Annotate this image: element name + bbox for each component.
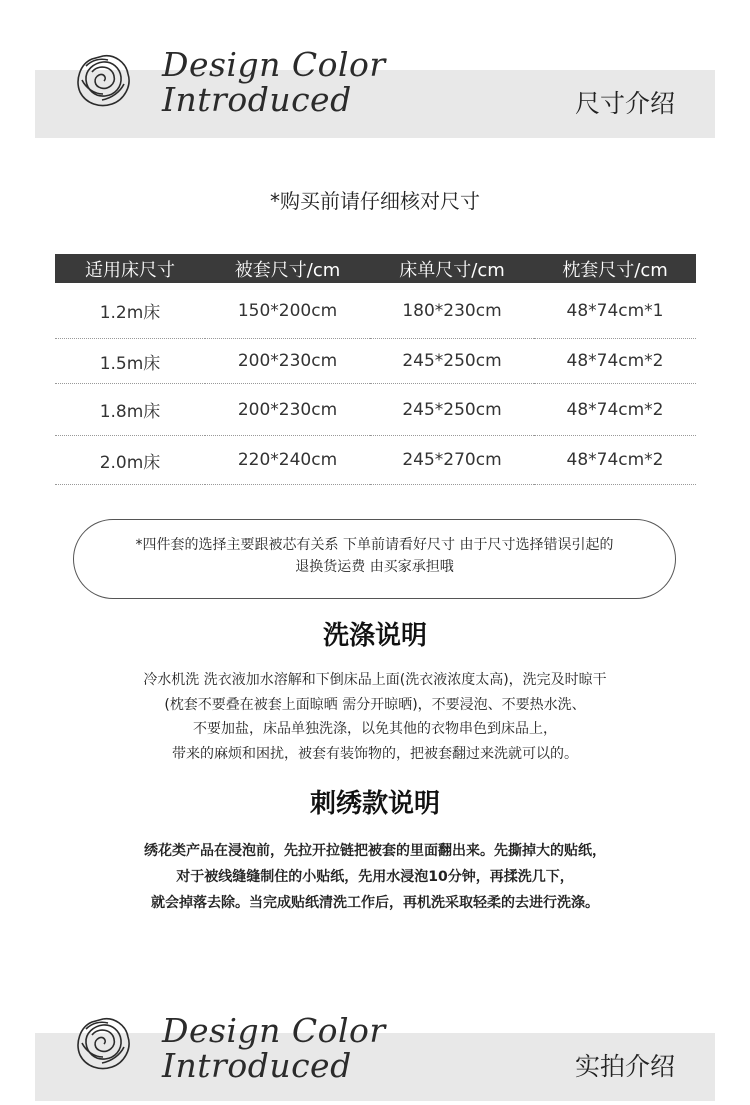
table-row xyxy=(55,339,696,384)
table-cell: 48*74cm*2 xyxy=(534,436,696,485)
table-header: 被套尺寸/cm xyxy=(205,254,370,283)
section-label: 尺寸介绍 xyxy=(574,89,675,118)
table-cell: 150*200cm xyxy=(205,283,370,339)
table-cell: 245*270cm xyxy=(370,436,534,485)
washing-line: (枕套不要叠在被套上面晾晒 需分开晾晒)，不要浸泡、不要热水洗、 xyxy=(164,696,586,713)
washing-line: 不要加盐，床品单独洗涤，以免其他的衣物串色到床品上， xyxy=(193,721,557,737)
brand-title-line1: Design Color xyxy=(162,45,386,84)
selection-note-line: 退换货运费 由买家承担哦 xyxy=(295,559,454,575)
check-size-notice: *购买前请仔细核对尺寸 xyxy=(270,189,480,213)
header-banner xyxy=(0,0,750,140)
table-cell: 2.0m床 xyxy=(55,436,205,485)
brand-title-line2: Introduced xyxy=(162,1046,352,1085)
washing-line: 冷水机洗 洗衣液加水溶解和下倒床品上面(洗衣液浓度太高)，洗完及时晾干 xyxy=(143,672,607,688)
size-table xyxy=(55,254,696,485)
rose-icon xyxy=(72,50,134,112)
embroidery-title: 刺绣款说明 xyxy=(309,789,440,819)
table-cell: 1.2m床 xyxy=(55,283,205,339)
washing-title: 洗涤说明 xyxy=(322,621,427,651)
washing-instructions xyxy=(0,668,750,766)
embroidery-instructions xyxy=(0,838,750,916)
selection-note-line: *四件套的选择主要跟被芯有关系 下单前请看好尺寸 由于尺寸选择错误引起的 xyxy=(135,537,614,553)
table-cell: 48*74cm*2 xyxy=(534,339,696,384)
brand-title-line1: Design Color xyxy=(162,1011,386,1050)
section-label: 实拍介绍 xyxy=(574,1052,675,1081)
selection-note xyxy=(73,519,676,599)
table-header: 适用床尺寸 xyxy=(55,254,205,283)
table-cell: 1.8m床 xyxy=(55,384,205,436)
table-cell: 1.5m床 xyxy=(55,339,205,384)
table-cell: 200*230cm xyxy=(205,339,370,384)
footer-banner xyxy=(0,965,750,1105)
table-row xyxy=(55,436,696,485)
table-header: 床单尺寸/cm xyxy=(370,254,534,283)
brand-title-line2: Introduced xyxy=(162,80,352,119)
washing-line: 带来的麻烦和困扰，被套有装饰物的，把被套翻过来洗就可以的。 xyxy=(172,745,578,762)
table-cell: 180*230cm xyxy=(370,283,534,339)
embroidery-line: 对于被线缝缝制住的小贴纸，先用水浸泡10分钟，再揉洗几下， xyxy=(176,869,574,885)
table-cell: 245*250cm xyxy=(370,384,534,436)
rose-icon xyxy=(72,1013,134,1075)
table-cell: 200*230cm xyxy=(205,384,370,436)
table-cell: 48*74cm*2 xyxy=(534,384,696,436)
table-header: 枕套尺寸/cm xyxy=(534,254,696,283)
table-row xyxy=(55,283,696,339)
table-header-row xyxy=(55,254,696,283)
embroidery-line: 绣花类产品在浸泡前，先拉开拉链把被套的里面翻出来。先撕掉大的贴纸， xyxy=(144,843,606,859)
table-cell: 48*74cm*1 xyxy=(534,283,696,339)
table-cell: 245*250cm xyxy=(370,339,534,384)
embroidery-line: 就会掉落去除。当完成贴纸清洗工作后，再机洗采取轻柔的去进行洗涤。 xyxy=(151,895,599,911)
table-row xyxy=(55,384,696,436)
table-cell: 220*240cm xyxy=(205,436,370,485)
